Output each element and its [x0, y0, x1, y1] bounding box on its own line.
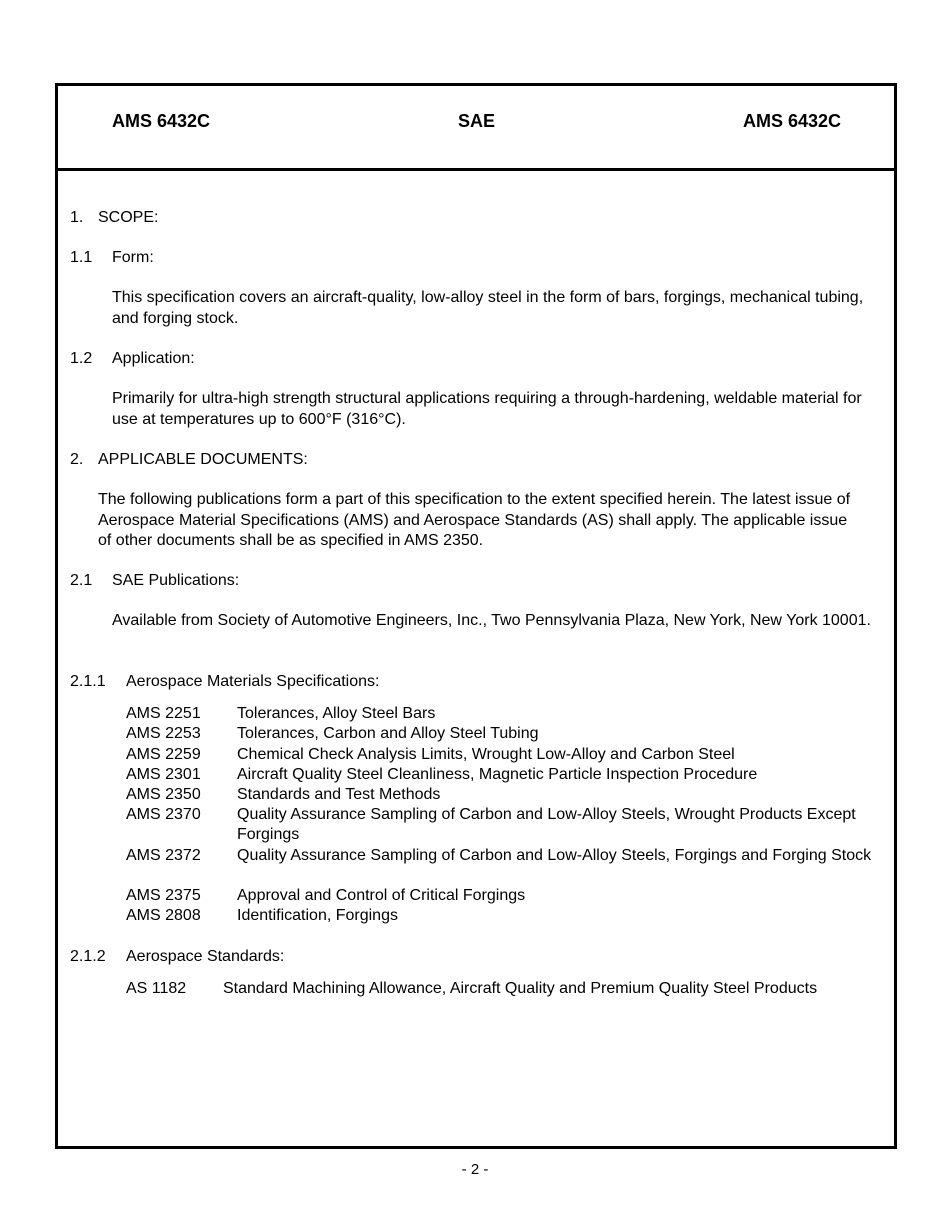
reference-code: AMS 2808	[126, 907, 201, 924]
reference-title: Tolerances, Carbon and Alloy Steel Tubing	[237, 725, 539, 742]
reference-code: AS 1182	[126, 980, 187, 997]
section-paragraph: Available from Society of Automotive Engineers, Inc., Two Pennsylvania Plaza, New York, New York 10001.	[112, 612, 871, 629]
section-title: APPLICABLE DOCUMENTS:	[98, 451, 308, 468]
reference-code: AMS 2259	[126, 746, 201, 763]
section-paragraph: This specification covers an aircraft-quality, low-alloy steel in the form of bars, forgings, mechanical tubing, and forging stock.	[112, 289, 864, 327]
page-number: - 2 -	[461, 1161, 489, 1178]
document-header	[58, 86, 894, 171]
section-number: 2.	[70, 451, 84, 468]
section-number: 2.1	[70, 572, 93, 589]
section-title: SCOPE:	[98, 209, 159, 226]
section-number: 1.2	[70, 350, 93, 367]
reference-code: AMS 2253	[126, 725, 201, 742]
reference-code: AMS 2301	[126, 766, 201, 783]
reference-title: Standards and Test Methods	[237, 786, 441, 803]
reference-title: Quality Assurance Sampling of Carbon and Low-Alloy Steels, Forgings and Forging Stock	[237, 847, 872, 864]
reference-code: AMS 2251	[126, 705, 201, 722]
reference-title: Chemical Check Analysis Limits, Wrought Low-Alloy and Carbon Steel	[237, 746, 735, 763]
section-paragraph: Primarily for ultra-high strength structural applications requiring a through-hardening, weldable material for use at temperatures up to 600°F (316°C).	[112, 390, 862, 428]
section-number: 1.	[70, 209, 84, 226]
reference-title: Identification, Forgings	[237, 907, 398, 924]
section-title: Application:	[112, 350, 195, 367]
header-spec-number-right: AMS 6432C	[742, 111, 841, 131]
reference-title: Quality Assurance Sampling of Carbon and Low-Alloy Steels, Wrought Products Except Forgings	[237, 806, 856, 843]
section-number: 1.1	[70, 249, 93, 266]
reference-title: Aircraft Quality Steel Cleanliness, Magnetic Particle Inspection Procedure	[237, 766, 758, 783]
header-spec-number-left: AMS 6432C	[112, 111, 211, 131]
header-organization: SAE	[458, 111, 496, 131]
reference-code: AMS 2350	[126, 786, 201, 803]
section-title: SAE Publications:	[112, 572, 240, 589]
reference-title: Tolerances, Alloy Steel Bars	[237, 705, 436, 722]
section-paragraph: The following publications form a part of this specification to the extent specified herein. The latest issue of Aerospace Material Specifications (AMS) and Aerospace Standards (AS) shall apply. The applicable issue of other documents shall be as specified in AMS 2350.	[98, 491, 851, 549]
reference-code: AMS 2372	[126, 847, 201, 864]
section-title: Aerospace Materials Specifications:	[126, 673, 380, 690]
reference-code: AMS 2375	[126, 887, 201, 904]
reference-title: Standard Machining Allowance, Aircraft Quality and Premium Quality Steel Products	[223, 980, 818, 997]
reference-title: Approval and Control of Critical Forgings	[237, 887, 526, 904]
reference-code: AMS 2370	[126, 806, 201, 823]
section-title: Aerospace Standards:	[126, 948, 285, 965]
section-title: Form:	[112, 249, 154, 266]
section-number: 2.1.2	[70, 948, 106, 965]
section-number: 2.1.1	[70, 673, 106, 690]
